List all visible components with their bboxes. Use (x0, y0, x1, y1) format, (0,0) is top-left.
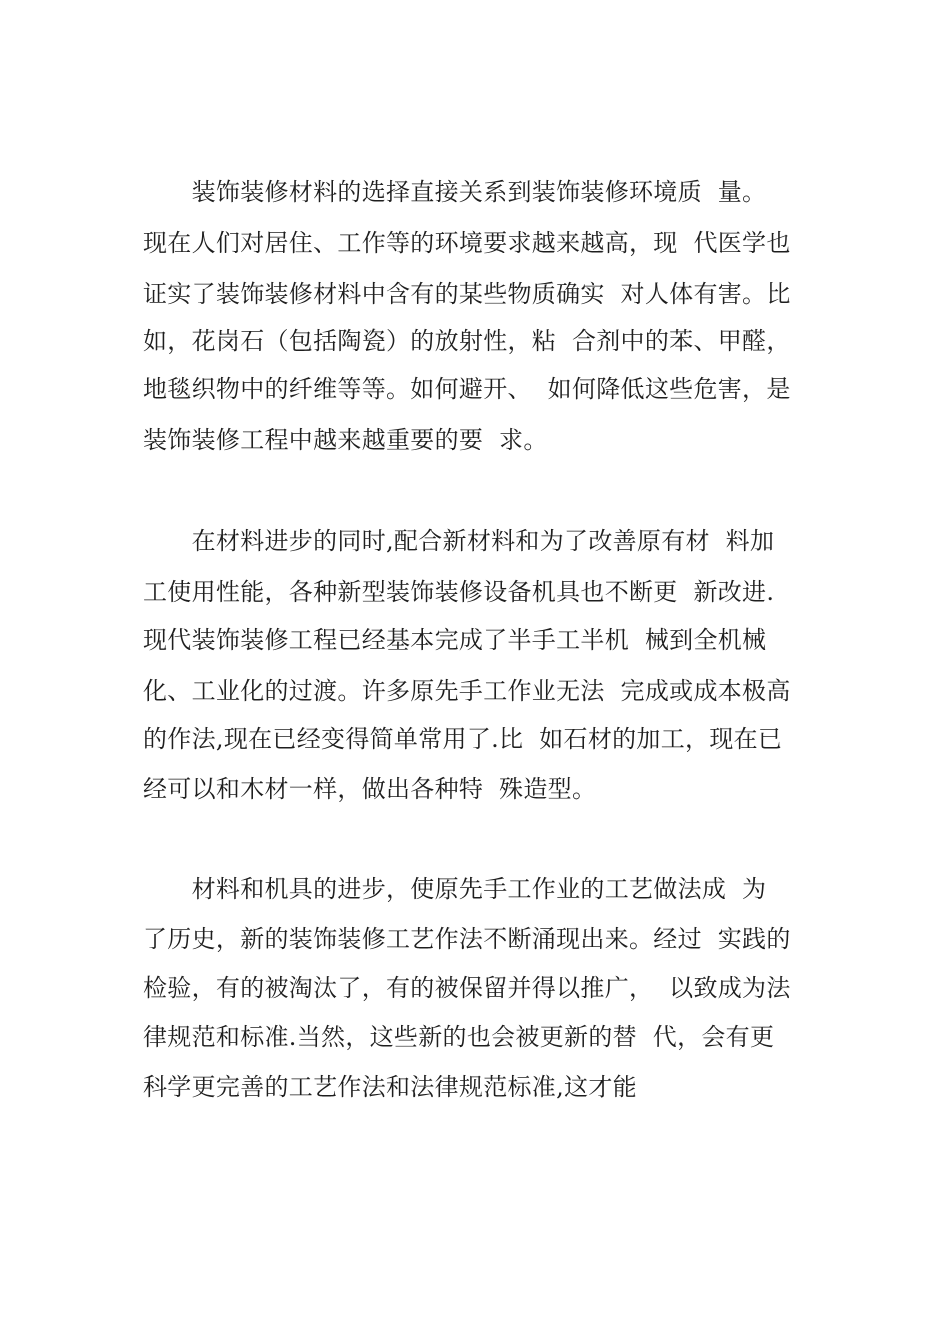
paragraph-line: 现在人们对居住、工作等的环境要求越来越高，现 代医学也 (143, 229, 791, 257)
paragraph-line: 科学更完善的工艺作法和法律规范标准,这才能 (143, 1073, 637, 1101)
paragraph-line: 的作法,现在已经变得简单常用了.比 如石材的加工，现在已 (143, 725, 783, 753)
paragraph-line: 材料和机具的进步，使原先手工作业的工艺做法成 为 (143, 875, 767, 903)
paragraph-line: 了历史，新的装饰装修工艺作法不断涌现出来。经过 实践的 (143, 925, 791, 953)
paragraph-line: 现代装饰装修工程已经基本完成了半手工半机 械到全机械 (143, 626, 767, 654)
paragraph-line: 检验，有的被淘汰了，有的被保留并得以推广， 以致成为法 (143, 974, 791, 1002)
paragraph-line: 如，花岗石（包括陶瓷）的放射性，粘 合剂中的苯、甲醛， (143, 327, 791, 355)
paragraph-line: 地毯织物中的纤维等等。如何避开、 如何降低这些危害，是 (143, 375, 791, 403)
paragraph-line: 证实了装饰装修材料中含有的某些物质确实 对人体有害。比 (143, 280, 791, 308)
paragraph-line: 化、工业化的过渡。许多原先手工作业无法 完成或成本极高 (143, 677, 791, 705)
paragraph-line: 在材料进步的同时,配合新材料和为了改善原有材 料加 (143, 527, 775, 555)
paragraph-line: 经可以和木材一样，做出各种特 殊造型。 (143, 775, 597, 803)
paragraph-line: 律规范和标准.当然，这些新的也会被更新的替 代，会有更 (143, 1023, 775, 1051)
paragraph-line: 装饰装修工程中越来越重要的要 求。 (143, 426, 548, 454)
paragraph-line: 装饰装修材料的选择直接关系到装饰装修环境质 量。 (143, 178, 767, 206)
paragraph-line: 工使用性能，各种新型装饰装修设备机具也不断更 新改进. (143, 578, 775, 606)
